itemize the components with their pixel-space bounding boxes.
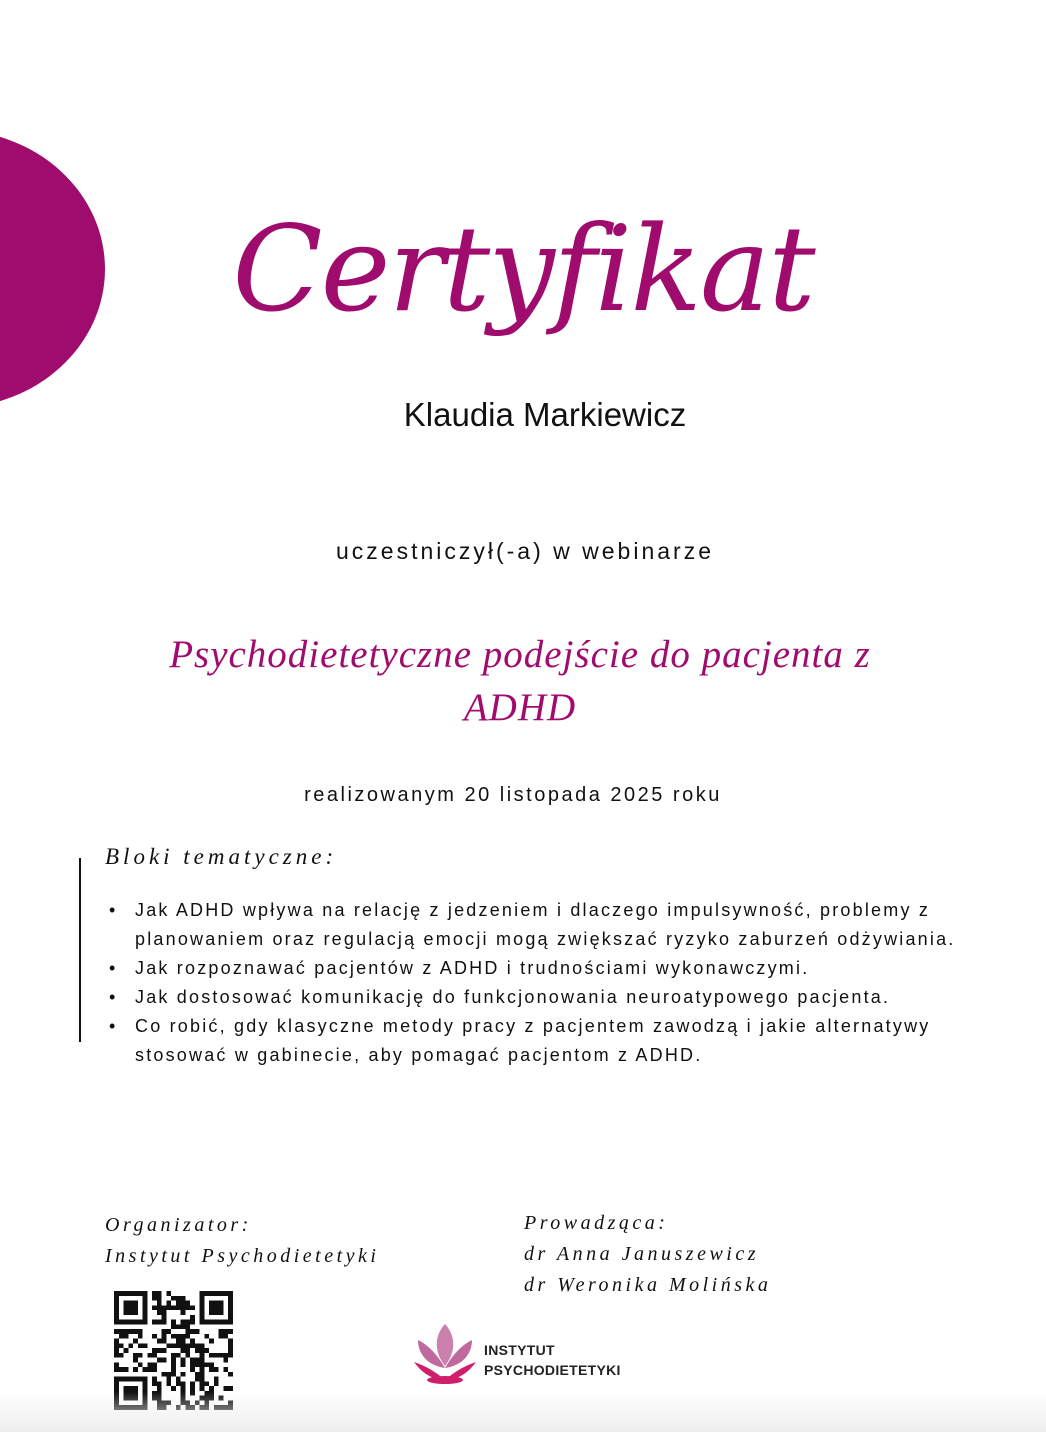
lecturer-name: dr Anna Januszewicz	[524, 1243, 760, 1265]
bullet-icon: •	[109, 987, 118, 1007]
recipient-name: Klaudia Markiewicz	[403, 396, 687, 433]
topic-text: Jak ADHD wpływa na relację z jedzeniem i dlaczego impulsywność, problemy z planowaniem oraz regulacją emocji mogą zwiększać ryzyko zaburzeń odżywiania.	[135, 900, 956, 949]
topic-text: Co robić, gdy klasyczne metody pracy z pacjentem zawodzą i jakie alternatywy stosować w gabinecie, aby pomagać pacjentom z ADHD.	[135, 1016, 931, 1065]
topic-text: Jak dostosować komunikację do funkcjonowania neuroatypowego pacjenta.	[135, 987, 891, 1007]
topic-item	[105, 983, 965, 1012]
topic-text: Jak rozpoznawać pacjentów z ADHD i trudnościami wykonawczymi.	[135, 958, 810, 978]
organizer-label: Organizator:	[105, 1214, 252, 1236]
lecturers-label: Prowadząca:	[524, 1212, 669, 1234]
organizer-name: Instytut Psychodietetyki	[105, 1245, 380, 1267]
institute-logo	[412, 1322, 672, 1386]
topics-list	[105, 896, 965, 1070]
participation-text: uczestniczył(-a) w webinarze	[336, 538, 714, 564]
bullet-icon: •	[109, 900, 118, 920]
bullet-icon: •	[109, 1016, 118, 1036]
logo-text	[484, 1340, 621, 1380]
logo-line-1: INSTYTUT	[484, 1342, 555, 1358]
webinar-title-line-2: ADHD	[463, 686, 577, 729]
bottom-shadow	[0, 1392, 1046, 1432]
webinar-title-line-1: Psychodietetyczne podejście do pacjenta z	[169, 633, 871, 676]
section-divider	[79, 858, 81, 1042]
lecturers-block	[524, 1208, 771, 1301]
topic-item	[105, 1012, 965, 1070]
webinar-date: realizowanym 20 listopada 2025 roku	[304, 784, 722, 806]
topic-item	[105, 896, 965, 954]
lotus-icon	[412, 1322, 478, 1386]
certificate-title: Certyfikat	[232, 200, 814, 338]
lecturer-name: dr Weronika Molińska	[524, 1274, 772, 1296]
logo-line-2: PSYCHODIETETYKI	[484, 1362, 621, 1378]
topic-item	[105, 954, 965, 983]
topics-heading: Bloki tematyczne:	[105, 844, 338, 869]
webinar-title	[110, 628, 930, 734]
bullet-icon: •	[109, 958, 118, 978]
organizer-block	[105, 1210, 379, 1272]
